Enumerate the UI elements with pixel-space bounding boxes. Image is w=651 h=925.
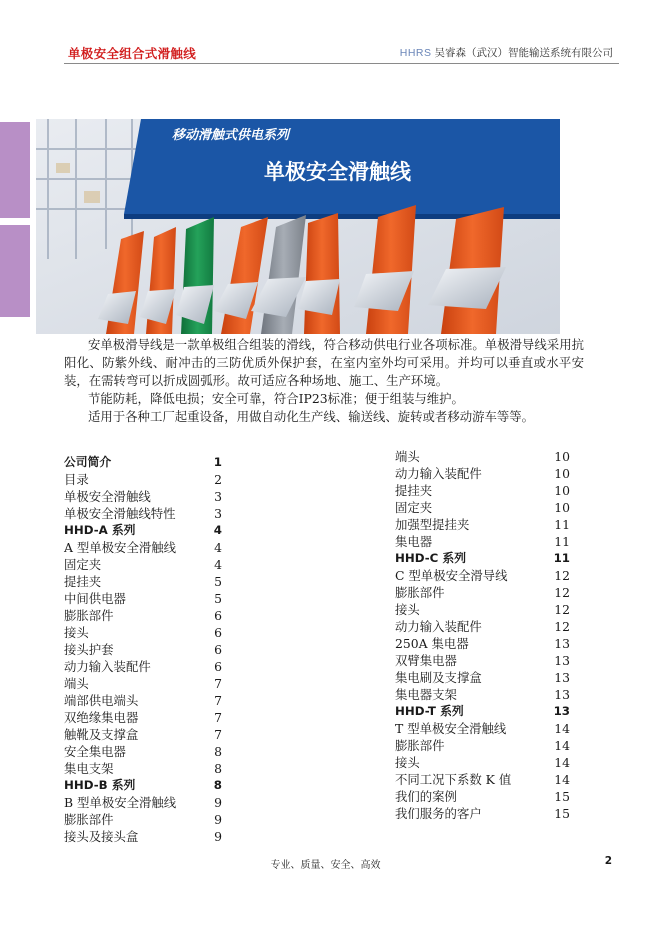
toc-entry[interactable] xyxy=(395,737,570,754)
toc-entry-page: 11 xyxy=(554,517,570,532)
toc-entry[interactable] xyxy=(64,539,222,556)
toc-entry-label: 不同工况下系数 K 值 xyxy=(395,772,512,787)
toc-entry-page: 12 xyxy=(554,602,570,617)
toc-entry-label: 接头护套 xyxy=(64,642,114,657)
toc-entry-page: 14 xyxy=(554,721,570,736)
toc-entry-label: 我们服务的客户 xyxy=(395,806,482,821)
toc-entry-label: B 型单极安全滑触线 xyxy=(64,795,177,810)
toc-entry-label: 接头及接头盒 xyxy=(64,829,139,844)
toc-entry[interactable] xyxy=(64,777,222,794)
toc-entry-label: 触靴及支撑盒 xyxy=(64,727,139,742)
toc-entry[interactable] xyxy=(64,692,222,709)
toc-entry-label: T 型单极安全滑触线 xyxy=(395,721,507,736)
toc-entry[interactable] xyxy=(395,448,570,465)
toc-entry-label: 膨胀部件 xyxy=(64,812,114,827)
toc-entry-label: HHD-A 系列 xyxy=(64,523,136,537)
toc-entry-label: 公司简介 xyxy=(64,455,112,469)
toc-entry[interactable] xyxy=(395,652,570,669)
toc-entry[interactable] xyxy=(395,567,570,584)
toc-entry-page: 13 xyxy=(553,704,570,718)
toc-entry-page: 13 xyxy=(554,636,570,651)
toc-entry-label: 单极安全滑触线特性 xyxy=(64,506,176,521)
toc-entry[interactable] xyxy=(395,601,570,618)
toc-entry-label: 固定夹 xyxy=(395,500,433,515)
toc-entry[interactable] xyxy=(64,522,222,539)
toc-entry-page: 6 xyxy=(214,642,222,657)
toc-entry-label: HHD-C 系列 xyxy=(395,551,467,565)
toc-entry-label: 集电器 xyxy=(395,534,433,549)
toc-entry[interactable] xyxy=(395,499,570,516)
toc-entry-page: 4 xyxy=(213,523,222,537)
company-logo: HHRS xyxy=(399,47,432,59)
toc-entry-page: 12 xyxy=(554,619,570,634)
toc-entry-page: 9 xyxy=(214,812,222,827)
toc-entry-page: 10 xyxy=(554,500,570,515)
toc-entry-label: 双臂集电器 xyxy=(395,653,457,668)
toc-entry[interactable] xyxy=(395,482,570,499)
toc-entry-label: 动力输入装配件 xyxy=(395,619,482,634)
banner-series-label: 移动滑触式供电系列 xyxy=(172,128,290,143)
page-number: 2 xyxy=(604,855,612,867)
toc-entry[interactable] xyxy=(395,771,570,788)
toc-entry-page: 15 xyxy=(554,789,570,804)
toc-entry-page: 8 xyxy=(214,744,222,759)
side-decoration-top xyxy=(0,122,30,218)
toc-entry[interactable] xyxy=(64,454,222,471)
header-company xyxy=(400,45,613,60)
toc-entry[interactable] xyxy=(64,488,222,505)
banner-illustration xyxy=(36,119,560,334)
toc-entry-label: 加强型提挂夹 xyxy=(395,517,470,532)
toc-left-column xyxy=(64,454,222,845)
toc-entry[interactable] xyxy=(64,573,222,590)
toc-entry-label: A 型单极安全滑触线 xyxy=(64,540,177,555)
toc-right-column xyxy=(395,448,570,822)
toc-entry-label: 集电器支架 xyxy=(395,687,457,702)
toc-entry-page: 14 xyxy=(554,772,570,787)
toc-entry[interactable] xyxy=(395,703,570,720)
toc-entry-page: 4 xyxy=(214,557,222,572)
toc-entry-label: 固定夹 xyxy=(64,557,102,572)
toc-entry-page: 6 xyxy=(214,659,222,674)
toc-entry[interactable] xyxy=(64,760,222,777)
toc-entry-label: 安全集电器 xyxy=(64,744,126,759)
toc-entry[interactable] xyxy=(64,828,222,845)
toc-entry[interactable] xyxy=(395,516,570,533)
toc-entry-page: 11 xyxy=(554,534,570,549)
toc-entry-label: HHD-B 系列 xyxy=(64,778,136,792)
toc-entry[interactable] xyxy=(395,618,570,635)
toc-entry-page: 1 xyxy=(213,455,222,469)
toc-entry[interactable] xyxy=(395,788,570,805)
toc-entry-page: 10 xyxy=(554,449,570,464)
toc-entry-label: 膨胀部件 xyxy=(395,585,445,600)
toc-entry-label: 接头 xyxy=(395,602,420,617)
toc-entry[interactable] xyxy=(64,658,222,675)
toc-entry-label: 端头 xyxy=(64,676,89,691)
toc-entry-label: 提挂夹 xyxy=(64,574,102,589)
intro-paragraph-2: 节能防耗，降低电损；安全可靠，符合IP23标准；便于组装与维护。 xyxy=(88,391,464,406)
toc-entry-page: 13 xyxy=(554,670,570,685)
toc-entry-page: 14 xyxy=(554,755,570,770)
intro-text xyxy=(64,336,584,426)
toc-entry-page: 10 xyxy=(554,483,570,498)
toc-entry-page: 7 xyxy=(214,693,222,708)
footer-slogan: 专业、质量、安全、高效 xyxy=(270,860,381,871)
toc-entry-label: 膨胀部件 xyxy=(395,738,445,753)
toc-entry-label: 目录 xyxy=(64,472,89,487)
toc-entry[interactable] xyxy=(64,709,222,726)
toc-entry-page: 7 xyxy=(214,710,222,725)
toc-entry-label: 单极安全滑触线 xyxy=(64,489,151,504)
toc-entry-page: 11 xyxy=(553,551,570,565)
toc-entry-label: HHD-T 系列 xyxy=(395,704,464,718)
company-name: 吴睿森（武汉）智能输送系统有限公司 xyxy=(434,47,613,59)
toc-entry-page: 4 xyxy=(214,540,222,555)
toc-entry[interactable] xyxy=(64,590,222,607)
toc-entry-label: 集电刷及支撑盒 xyxy=(395,670,482,685)
header-title: 单极安全组合式滑触线 xyxy=(68,46,197,61)
intro-paragraph-3: 适用于各种工厂起重设备，用做自动化生产线、输送线、旋转或者移动游车等等。 xyxy=(88,409,535,424)
toc-entry-label: 动力输入装配件 xyxy=(64,659,151,674)
toc-entry-label: 接头 xyxy=(395,755,420,770)
toc-entry-page: 6 xyxy=(214,608,222,623)
toc-entry-label: 端部供电端头 xyxy=(64,693,139,708)
toc-entry[interactable] xyxy=(64,556,222,573)
toc-entry[interactable] xyxy=(395,465,570,482)
toc-entry-page: 8 xyxy=(214,761,222,776)
toc-entry-page: 12 xyxy=(554,585,570,600)
toc-entry-page: 7 xyxy=(214,727,222,742)
toc-entry-page: 14 xyxy=(554,738,570,753)
toc-entry-page: 9 xyxy=(214,829,222,844)
toc-entry-label: 提挂夹 xyxy=(395,483,433,498)
toc-entry[interactable] xyxy=(395,550,570,567)
toc-entry[interactable] xyxy=(395,686,570,703)
toc-entry-label: 集电支架 xyxy=(64,761,114,776)
toc-entry-label: 250A 集电器 xyxy=(395,636,469,651)
toc-entry-page: 3 xyxy=(214,489,222,504)
toc-entry-page: 13 xyxy=(554,653,570,668)
toc-entry-page: 8 xyxy=(213,778,222,792)
toc-entry-page: 13 xyxy=(554,687,570,702)
toc-entry-page: 6 xyxy=(214,625,222,640)
toc-entry-page: 9 xyxy=(214,795,222,810)
toc-entry-label: 膨胀部件 xyxy=(64,608,114,623)
toc-entry[interactable] xyxy=(395,635,570,652)
toc-entry-page: 2 xyxy=(214,472,222,487)
toc-entry[interactable] xyxy=(64,675,222,692)
side-decoration-bottom xyxy=(0,225,30,317)
toc-entry[interactable] xyxy=(64,624,222,641)
toc-entry-page: 5 xyxy=(214,574,222,589)
toc-entry[interactable] xyxy=(395,754,570,771)
toc-entry[interactable] xyxy=(64,607,222,624)
intro-paragraph-1: 安单极滑导线是一款单极组合组装的滑线，符合移动供电行业各项标准。单极滑导线采用抗阳化、防紫外线、耐冲击的三防优质外保护套，在室内室外均可采用。并均可以垂直或水平安装，在需转弯可以折成圆弧形。故可适应各种场地、施工、生产环境。 xyxy=(64,337,584,388)
toc-entry-page: 12 xyxy=(554,568,570,583)
toc-entry[interactable] xyxy=(395,720,570,737)
toc-entry-label: 端头 xyxy=(395,449,420,464)
toc-entry-label: 双绝缘集电器 xyxy=(64,710,139,725)
toc-entry-label: 中间供电器 xyxy=(64,591,126,606)
toc-entry-page: 7 xyxy=(214,676,222,691)
toc-entry-page: 5 xyxy=(214,591,222,606)
toc-entry[interactable] xyxy=(64,794,222,811)
toc-entry[interactable] xyxy=(64,811,222,828)
toc-entry[interactable] xyxy=(64,471,222,488)
banner-title: 单极安全滑触线 xyxy=(264,160,411,184)
toc-entry-page: 3 xyxy=(214,506,222,521)
toc-entry[interactable] xyxy=(64,743,222,760)
toc-entry[interactable] xyxy=(395,669,570,686)
toc-entry[interactable] xyxy=(395,805,570,822)
toc-entry-label: C 型单极安全滑导线 xyxy=(395,568,508,583)
toc-entry[interactable] xyxy=(64,726,222,743)
toc-entry-page: 10 xyxy=(554,466,570,481)
toc-entry[interactable] xyxy=(395,584,570,601)
header-divider xyxy=(64,63,619,64)
product-banner xyxy=(36,119,560,334)
toc-entry-label: 动力输入装配件 xyxy=(395,466,482,481)
toc-entry-label: 我们的案例 xyxy=(395,789,457,804)
toc-entry[interactable] xyxy=(64,641,222,658)
toc-entry-label: 接头 xyxy=(64,625,89,640)
toc-entry-page: 15 xyxy=(554,806,570,821)
toc-entry[interactable] xyxy=(64,505,222,522)
toc-entry[interactable] xyxy=(395,533,570,550)
